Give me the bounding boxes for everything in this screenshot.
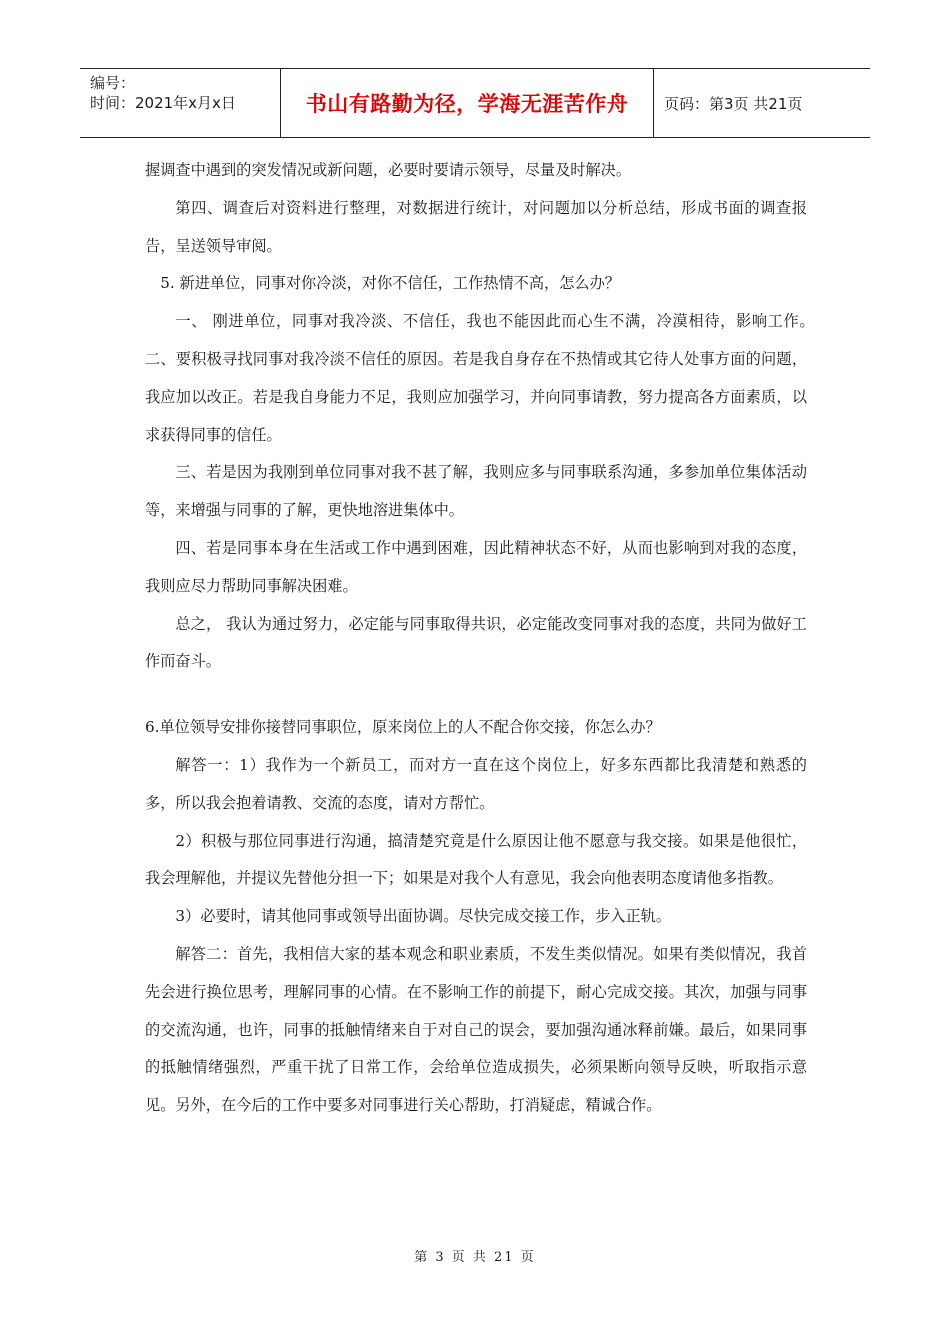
page-header [80, 68, 870, 138]
header-motto: 书山有路勤为径，学海无涯苦作舟 [281, 69, 654, 137]
paragraph: 总之， 我认为通过努力，必定能与同事取得共识，必定能改变同事对我的态度，共同为做好工作而奋斗。 [145, 614, 807, 671]
paragraph: 三、若是因为我刚到单位同事对我不甚了解，我则应多与同事联系沟通，多参加单位集体活动等，来增强与同事的了解，更快地溶进集体中。 [145, 463, 807, 520]
document-number: 编号： [90, 74, 136, 92]
spacer [145, 681, 807, 709]
paragraph: 2）积极与那位同事进行沟通，搞清楚究竟是什么原因让他不愿意与我交接。如果是他很忙，我会理解他，并提议先替他分担一下；如果是对我个人有意见，我会向他表明态度请他多指教。 [145, 831, 807, 888]
header-page-number: 页码：第3页 共21页 [664, 94, 803, 113]
question-heading: 6.单位领导安排你接替同事职位，原来岗位上的人不配合你交接，你怎么办？ [145, 718, 661, 737]
document-date: 时间：2021年x月x日 [90, 94, 236, 112]
paragraph: 握调查中遇到的突发情况或新问题，必要时要请示领导，尽量及时解决。 [145, 161, 631, 179]
page-footer: 第 3 页 共 21 页 [414, 1250, 536, 1265]
paragraph: 四、若是同事本身在生活或工作中遇到困难，因此精神状态不好，从而也影响到对我的态度，我则应尽力帮助同事解决困难。 [145, 538, 807, 595]
paragraph: 解答一：1）我作为一个新员工，而对方一直在这个岗位上，好多东西都比我清楚和熟悉的多，所以我会抱着请教、交流的态度，请对方帮忙。 [145, 755, 807, 812]
header-meta [80, 69, 281, 137]
question-heading: 5. 新进单位，同事对你冷淡，对你不信任，工作热情不高，怎么办？ [160, 274, 620, 293]
paragraph: 一、 刚进单位，同事对我冷淡、不信任，我也不能因此而心生不满，冷漠相待，影响工作。 二、要积极寻找同事对我冷淡不信任的原因。若是我自身存在不热情或其它待人处事方面的问题，我应加以改正。若是我自身能力不足，我则应加强学习，并向同事请教，努力提高各方面素质，以求获得同事的信任。 [145, 312, 838, 444]
paragraph: 解答二：首先，我相信大家的基本观念和职业素质，不发生类似情况。如果有类似情况，我首先会进行换位思考，理解同事的心情。在不影响工作的前提下，耐心完成交接。其次，加强与同事的交流沟通，也许，同事的抵触情绪来自于对自己的误会，要加强沟通冰释前嫌。最后，如果同事的抵触情绪强烈，严重干扰了日常工作，会给单位造成损失，必须果断向领导反映，听取指示意见。另外，在今后的工作中要多对同事进行关心帮助，打消疑虑，精诚合作。 [145, 944, 807, 1115]
paragraph: 3）必要时，请其他同事或领导出面协调。尽快完成交接工作，步入正轨。 [175, 907, 672, 926]
document-body [145, 152, 838, 1125]
paragraph: 第四、调查后对资料进行整理，对数据进行统计，对问题加以分析总结，形成书面的调查报告，呈送领导审阅。 [145, 198, 807, 255]
